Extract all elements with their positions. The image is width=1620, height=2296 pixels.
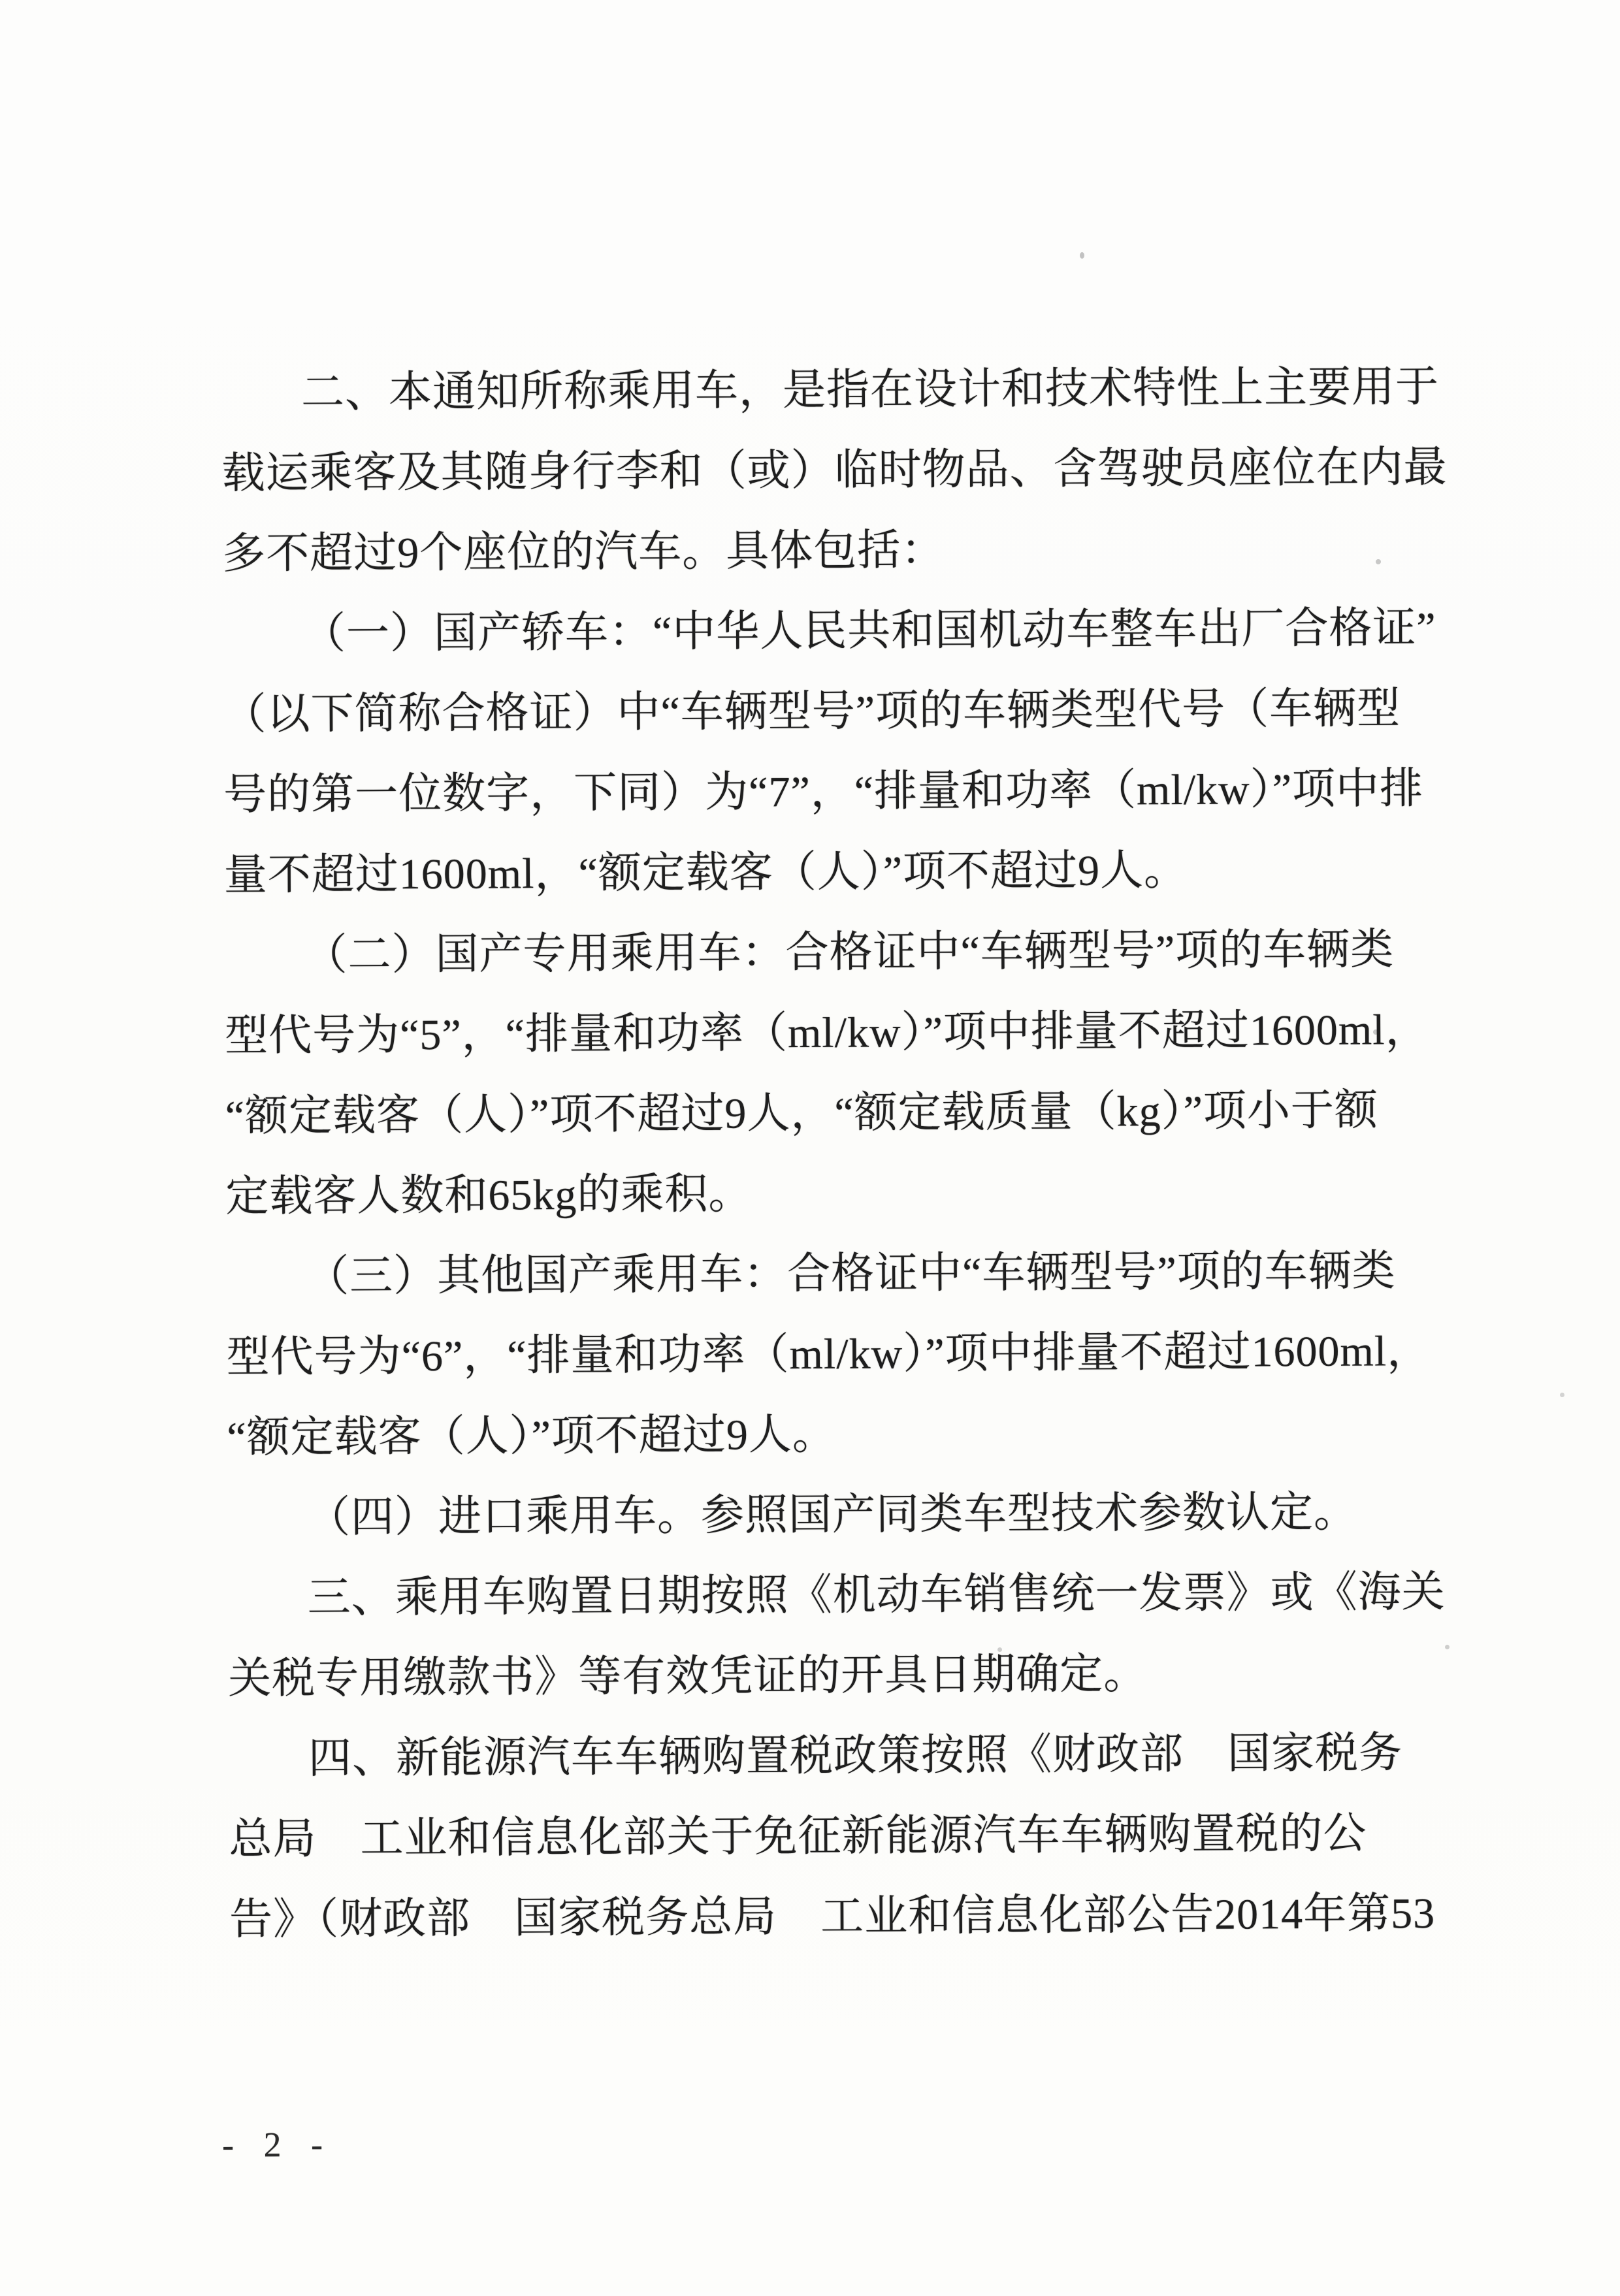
scan-speck (1445, 1645, 1450, 1649)
scan-speck (997, 1647, 1002, 1652)
text-line: “额定载客（人）”项不超过9人，“额定载质量（kg）”项小于额 (225, 1086, 1379, 1140)
text-line: 载运乘客及其随身行李和（或）临时物品、含驾驶员座位在内最 (221, 443, 1448, 498)
text-line: （一）国产轿车：“中华人民共和国机动车整车出厂合格证” (302, 604, 1436, 658)
text-line: （三）其他国产乘用车：合格证中“车辆型号”项的车辆类 (305, 1247, 1396, 1301)
text-line: 三、乘用车购置日期按照《机动车销售统一发票》或《海关 (307, 1568, 1446, 1623)
scan-speck (1376, 559, 1381, 564)
document-lines (221, 347, 1448, 1960)
scan-speck (1080, 252, 1084, 259)
text-line: 多不超过9个座位的汽车。具体包括： (222, 526, 945, 578)
text-line: 量不超过1600ml，“额定载客（人）”项不超过9人。 (223, 846, 1188, 899)
text-line: “额定载客（人）”项不超过9人。 (227, 1410, 837, 1462)
scan-speck (1398, 779, 1402, 783)
text-line: （二）国产专用乘用车：合格证中“车辆型号”项的车辆类 (304, 926, 1395, 980)
scan-speck (574, 1442, 577, 1446)
text-line: 关税专用缴款书》等有效凭证的开具日期确定。 (228, 1650, 1148, 1703)
text-line: 二、本通知所称乘用车，是指在设计和技术特性上主要用于 (300, 363, 1440, 417)
scan-speck (1373, 1029, 1378, 1035)
text-line: 告》（财政部 国家税务总局 工业和信息化部公告2014年第53 (229, 1890, 1436, 1944)
text-line: 型代号为“6”，“排量和功率（ml/kw）”项中排量不超过1600ml， (226, 1327, 1431, 1382)
page-number: - 2 - (221, 2124, 334, 2165)
scan-speck (1560, 1393, 1564, 1397)
text-line: （以下简称合格证）中“车辆型号”项的车辆类型代号（车辆型 (223, 685, 1401, 739)
text-line: （四）进口乘用车。参照国产同类车型技术参数认定。 (306, 1488, 1358, 1542)
text-line: 号的第一位数字，下同）为“7”，“排量和功率（ml/kw）”项中排 (223, 765, 1424, 819)
text-line: 四、新能源汽车车辆购置税政策按照《财政部 国家税务 (308, 1729, 1403, 1783)
text-line: 总局 工业和信息化部关于免征新能源汽车车辆购置税的公 (229, 1809, 1367, 1864)
text-line: 型代号为“5”，“排量和功率（ml/kw）”项中排量不超过1600ml， (224, 1006, 1429, 1060)
text-line: 定载客人数和65kg的乘积。 (225, 1170, 753, 1221)
